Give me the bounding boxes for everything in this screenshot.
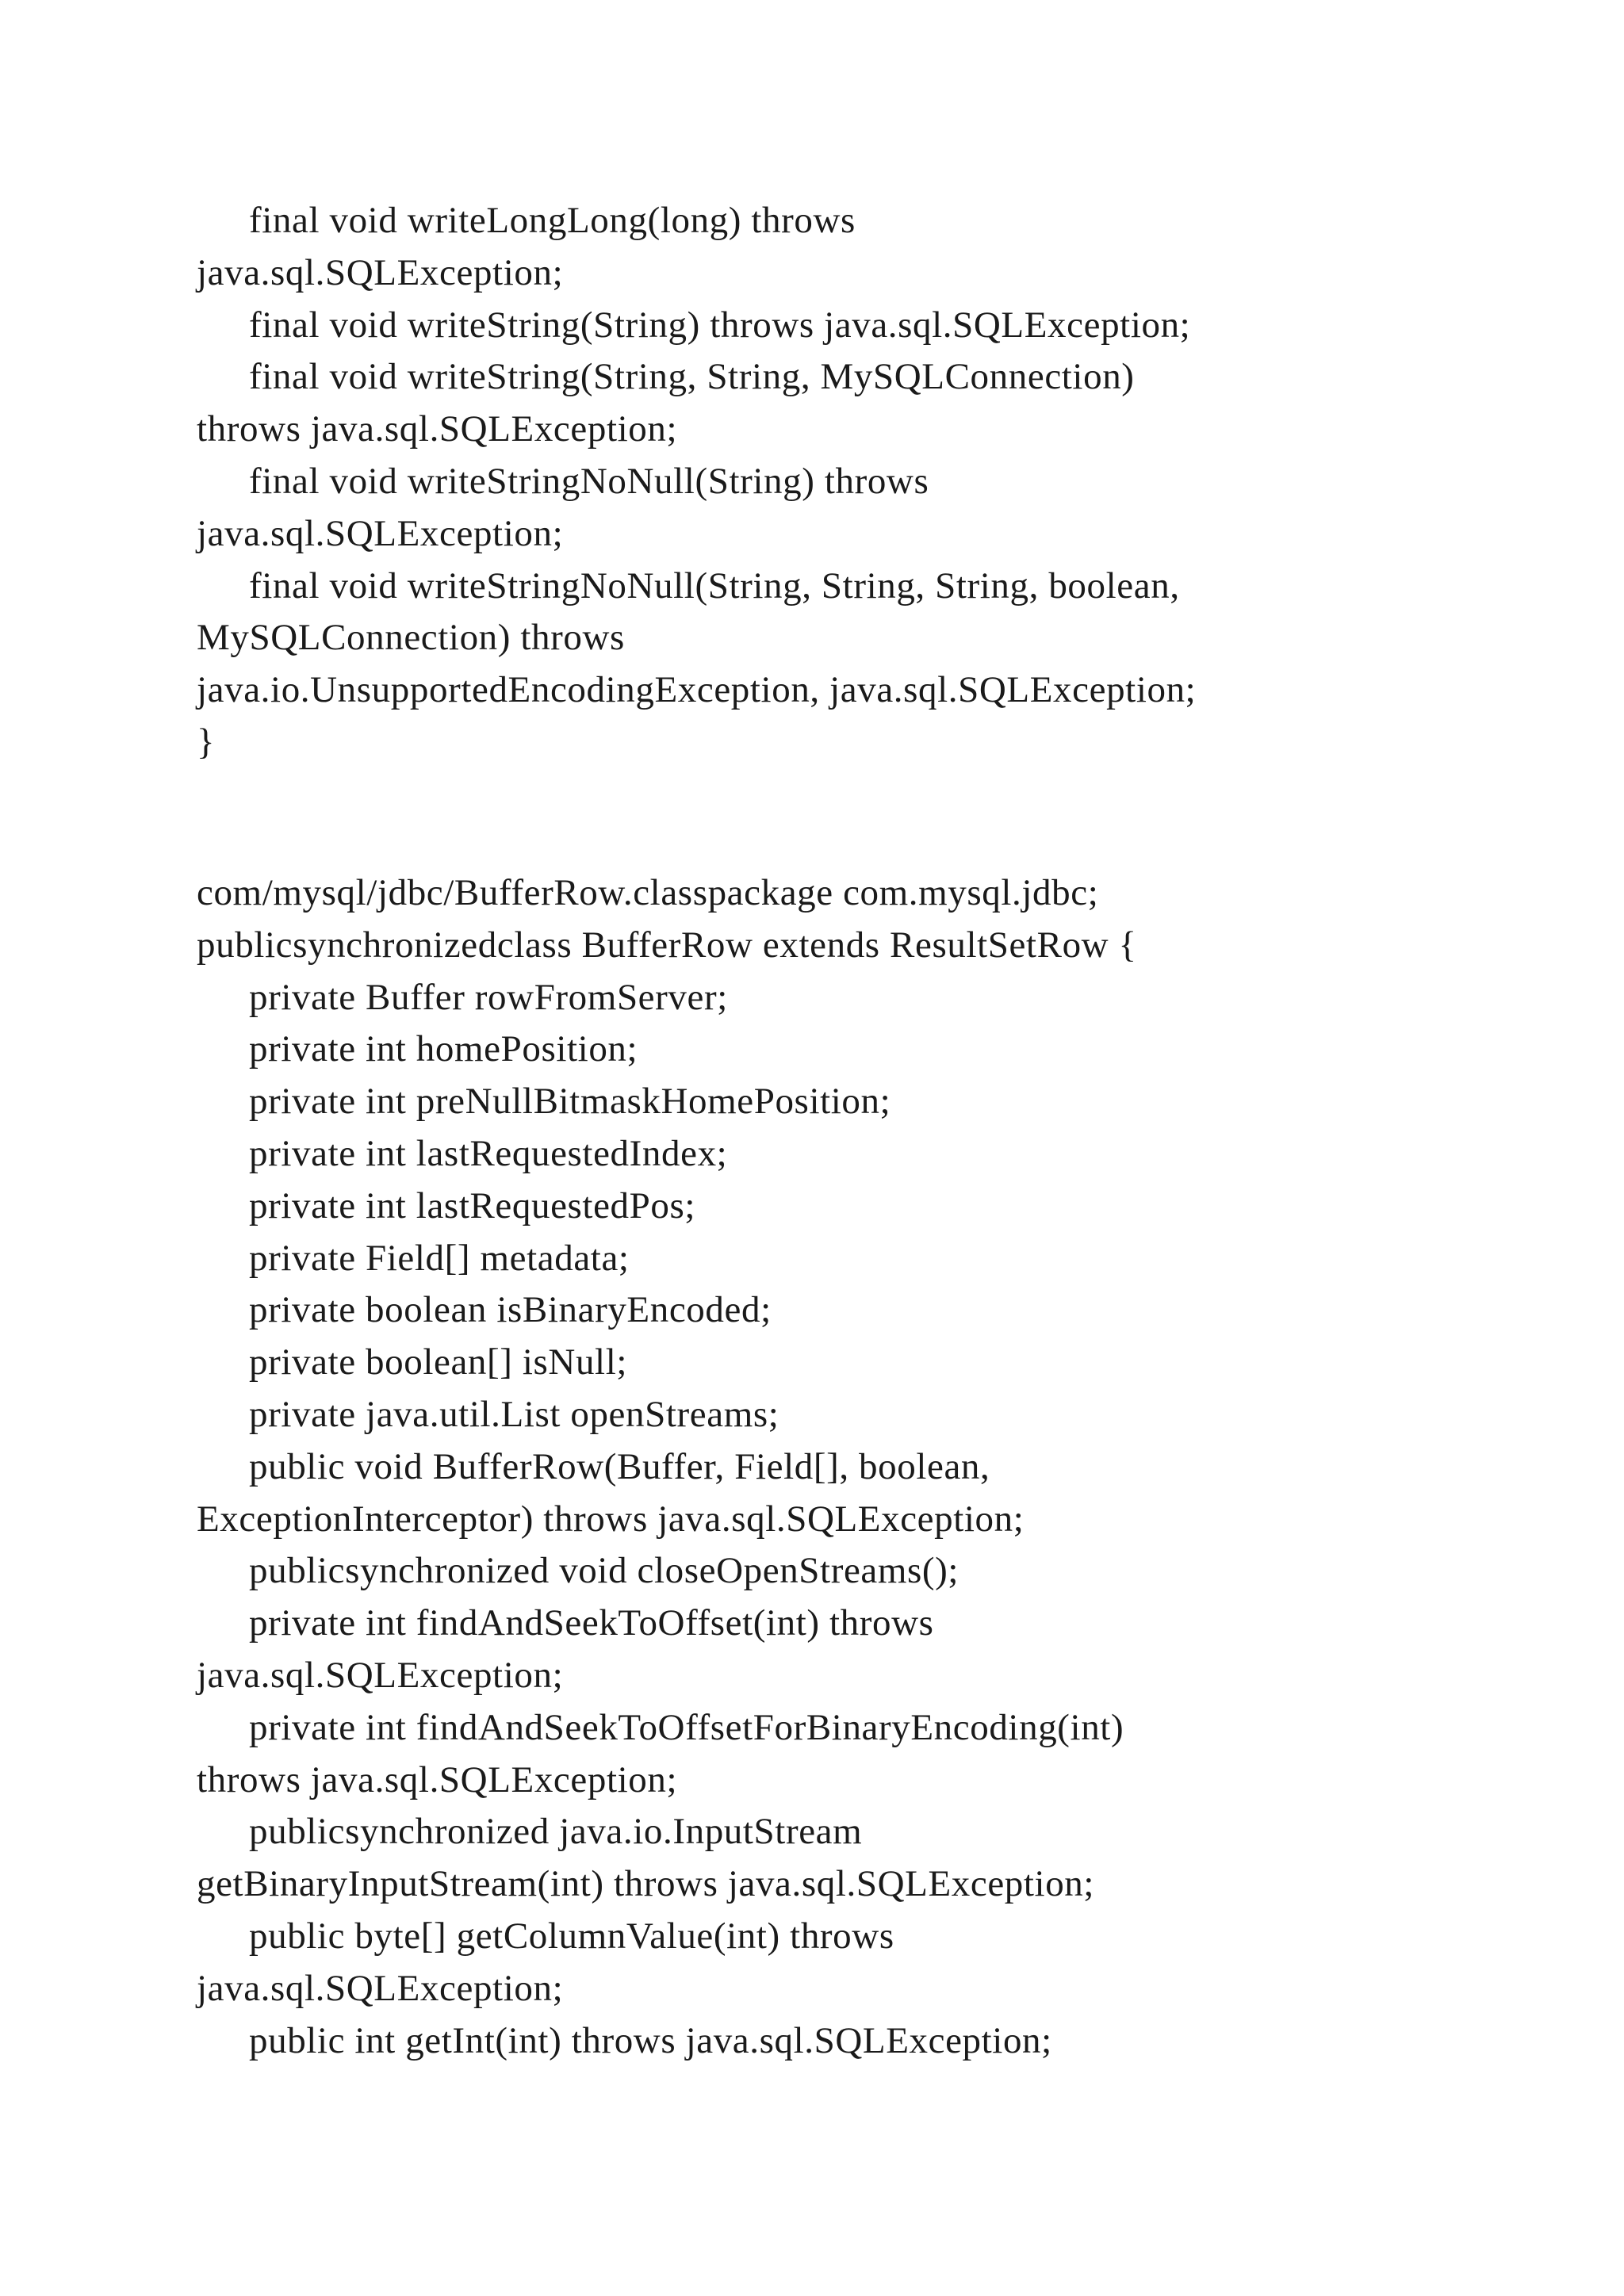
code-line: private int homePosition;	[249, 1028, 638, 1070]
code-line: java.sql.SQLException;	[197, 512, 564, 554]
code-line: public int getInt(int) throws java.sql.SQLException;	[249, 2019, 1052, 2061]
code-line: publicsynchronized java.io.InputStream	[249, 1811, 863, 1853]
code-line: java.sql.SQLException;	[197, 251, 564, 293]
code-line: com/mysql/jdbc/BufferRow.classpackage com.mysql.jdbc;	[197, 872, 1099, 913]
code-line: java.sql.SQLException;	[197, 1654, 564, 1696]
code-line: private int findAndSeekToOffsetForBinaryEncoding(int)	[249, 1706, 1124, 1748]
code-line: final void writeString(String) throws java.sql.SQLException;	[249, 304, 1191, 346]
code-line: java.io.UnsupportedEncodingException, java.sql.SQLException;	[197, 669, 1197, 711]
code-line: private boolean isBinaryEncoded;	[249, 1289, 772, 1331]
code-line: final void writeString(String, String, MySQLConnection)	[249, 356, 1135, 398]
code-line: java.sql.SQLException;	[197, 1967, 564, 2009]
code-line: ExceptionInterceptor) throws java.sql.SQLException;	[197, 1498, 1025, 1540]
code-line: final void writeStringNoNull(String, String, String, boolean,	[249, 564, 1180, 607]
code-line: throws java.sql.SQLException;	[197, 408, 678, 450]
code-line: private int findAndSeekToOffset(int) throws	[249, 1602, 934, 1644]
code-line: private int lastRequestedIndex;	[249, 1132, 728, 1174]
code-line: private int lastRequestedPos;	[249, 1184, 696, 1226]
code-line: private Field[] metadata;	[249, 1237, 630, 1279]
code-line: MySQLConnection) throws	[197, 617, 625, 659]
code-line: publicsynchronized void closeOpenStreams();	[249, 1550, 959, 1592]
code-line: private int preNullBitmaskHomePosition;	[249, 1081, 891, 1123]
code-line: private Buffer rowFromServer;	[249, 976, 728, 1018]
code-line: getBinaryInputStream(int) throws java.sql.SQLException;	[197, 1863, 1095, 1905]
code-block-buffer-methods	[197, 195, 1497, 769]
code-line: public byte[] getColumnValue(int) throws	[249, 1915, 894, 1957]
code-line: private java.util.List openStreams;	[249, 1393, 779, 1435]
code-line: final void writeLongLong(long) throws	[249, 200, 856, 241]
code-line: }	[197, 721, 216, 763]
code-line: private boolean[] isNull;	[249, 1341, 628, 1383]
code-line: throws java.sql.SQLException;	[197, 1758, 678, 1800]
code-line: public void BufferRow(Buffer, Field[], boolean,	[249, 1445, 990, 1487]
code-block-bufferrow-class	[197, 867, 1497, 2067]
code-line: publicsynchronizedclass BufferRow extends ResultSetRow {	[197, 924, 1137, 966]
code-line: final void writeStringNoNull(String) throws	[249, 460, 929, 502]
